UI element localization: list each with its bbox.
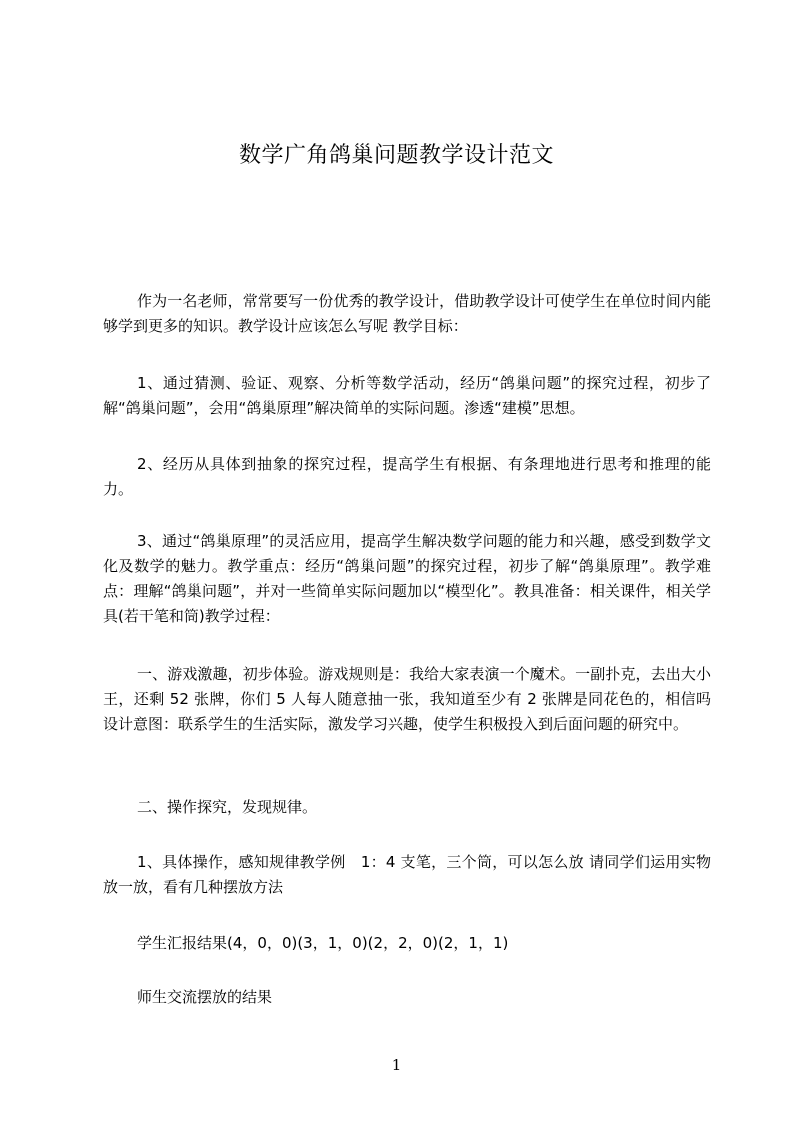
- paragraph-step-2: 二、操作探究，发现规律。: [137, 798, 318, 816]
- paragraph-objective-2: 2、经历从具体到抽象的探究过程，提高学生有根据、有条理地进行思考和推理的能力。: [103, 455, 711, 498]
- paragraph-results: 学生汇报结果(4，0，0)(3，1，0)(2，2，0)(2，1，1): [137, 934, 509, 952]
- paragraph-objective-1: 1、通过猜测、验证、观察、分析等数学活动，经历“鸽巢问题”的探究过程，初步了解“鸽巢问题”，会用“鸽巢原理”解决简单的实际问题。渗透“建模”思想。: [103, 374, 711, 417]
- paragraph-example: 1、具体操作，感知规律教学例 1：4 支笔，三个筒，可以怎么放 请同学们运用实物放一放，看有几种摆放方法: [103, 853, 711, 896]
- page-number: 1: [391, 1056, 402, 1074]
- paragraph-step-1: 一、游戏激趣，初步体验。游戏规则是：我给大家表演一个魔术。一副扑克，去出大小王，还剩 52 张牌，你们 5 人每人随意抽一张，我知道至少有 2 张牌是同花色的，相信吗 设计意图：联系学生的生活实际，激发学习兴趣，使学生积极投入到后面问题的研究中。: [103, 665, 711, 733]
- paragraph-exchange: 师生交流摆放的结果: [137, 988, 273, 1006]
- paragraph-objective-3: 3、通过“鸽巢原理”的灵活应用，提高学生解决数学问题的能力和兴趣，感受到数学文化及数学的魅力。教学重点：经历“鸽巢问题”的探究过程，初步了解“鸽巢原理”。教学难点：理解“鸽巢问题”，并对一些简单实际问题加以“模型化”。教具准备：相关课件，相关学具(若干笔和筒)教学过程：: [103, 532, 711, 625]
- document-title: 数学广角鸽巢问题教学设计范文: [238, 143, 554, 168]
- paragraph-intro: 作为一名老师，常常要写一份优秀的教学设计，借助教学设计可使学生在单位时间内能够学到更多的知识。教学设计应该怎么写呢 教学目标：: [103, 292, 711, 335]
